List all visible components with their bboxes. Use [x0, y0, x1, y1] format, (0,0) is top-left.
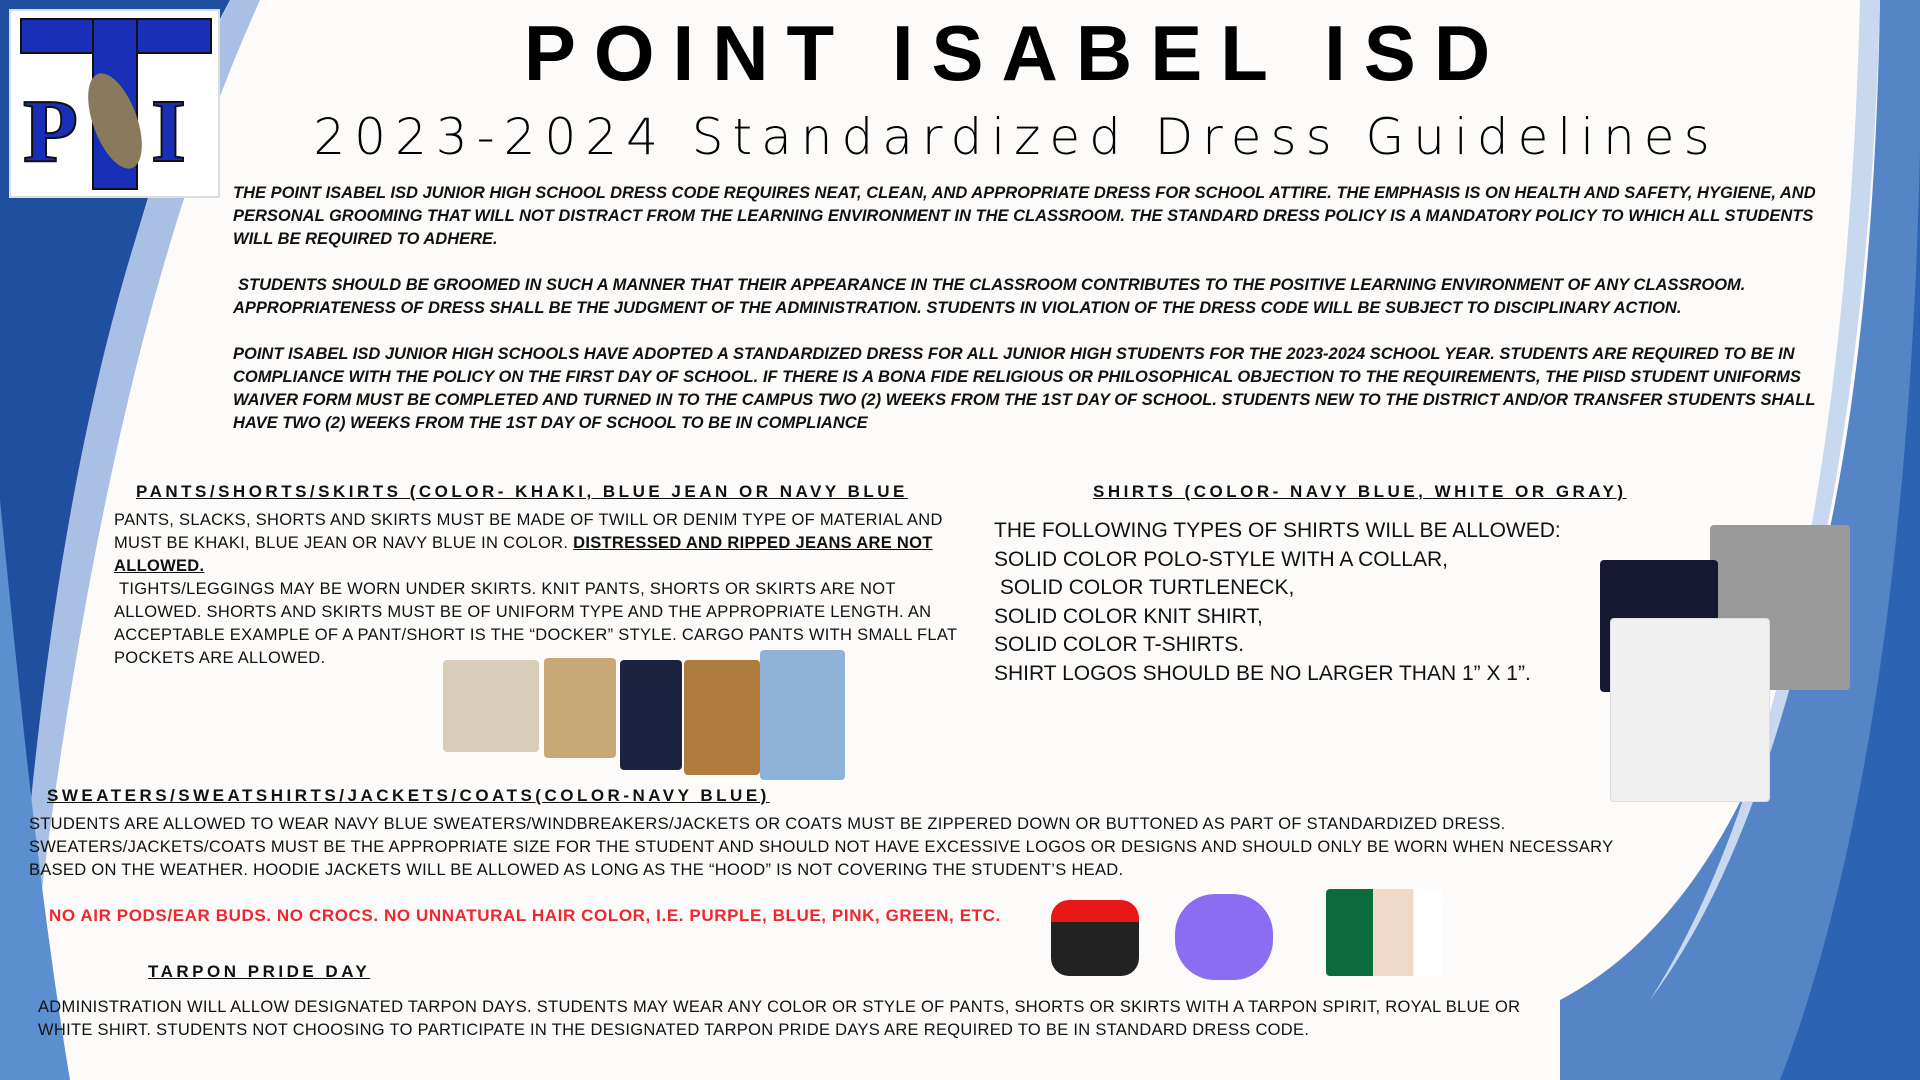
intro-paragraph: POINT ISABEL ISD JUNIOR HIGH SCHOOLS HAVE ADOPTED A STANDARDIZED DRESS FOR ALL JUNIOR HIGH STUDENTS FOR THE 2023-2024 SCHOOL YEAR. STUDENTS ARE REQUIRED TO BE IN COMPLIANCE WITH THE POLICY ON THE FIRST DAY OF SCHOOL. IF THERE IS A BONA FIDE RELIGIOUS OR PHILOSOPHICAL OBJECTION TO THE REQUIREMENTS, THE PIISD STUDENT UNIFORMS WAIVER FORM MUST BE COMPLETED AND TURNED IN TO THE CAMPUS TWO (2) WEEKS FROM THE 1ST DAY OF SCHOOL. STUDENTS NEW TO THE DISTRICT AND/OR TRANSFER STUDENTS SHALL HAVE TWO (2) WEEKS FROM THE 1ST DAY OF SCHOOL TO BE IN COMPLIANCE	[233, 345, 1816, 432]
svg-text:I: I	[151, 82, 187, 181]
svg-text:P: P	[23, 82, 78, 181]
pants-emphasis: DISTRESSED AND RIPPED JEANS ARE NOT ALLOWED.	[114, 534, 933, 575]
pants-text	[114, 509, 964, 670]
blue-jeans-image	[760, 650, 845, 780]
earbuds-image	[1051, 900, 1139, 976]
crocs-image	[1175, 894, 1273, 980]
intro-paragraph: THE POINT ISABEL ISD JUNIOR HIGH SCHOOL DRESS CODE REQUIRES NEAT, CLEAN, AND APPROPRIATE DRESS FOR SCHOOL ATTIRE. THE EMPHASIS IS ON HEALTH AND SAFETY, HYGIENE, AND PERSONAL GROOMING THAT WILL NOT DISTRACT FROM THE LEARNING ENVIRONMENT IN THE CLASSROOM. THE STANDARD DRESS POLICY IS A MANDATORY POLICY TO WHICH ALL STUDENTS WILL BE REQUIRED TO ADHERE.	[233, 184, 1816, 248]
white-polo-image	[1610, 618, 1770, 802]
green-hair-image	[1326, 889, 1443, 976]
sweaters-text: STUDENTS ARE ALLOWED TO WEAR NAVY BLUE SWEATERS/WINDBREAKERS/JACKETS OR COATS MUST BE ZIPPERED DOWN OR BUTTONED AS PART OF STANDARDIZED DRESS. SWEATERS/JACKETS/COATS MUST BE THE APPROPRIATE SIZE FOR THE STUDENT AND SHOULD NOT HAVE EXCESSIVE LOGOS OR DESIGNS AND SHOULD ONLY BE WORN WHEN NECESSARY BASED ON THE WEATHER. HOODIE JACKETS WILL BE ALLOWED AS LONG AS THE “HOOD” IS NOT COVERING THE STUDENT’S HEAD.	[29, 815, 1614, 879]
shirts-line: SHIRT LOGOS SHOULD BE NO LARGER THAN 1” X 1”.	[994, 661, 1531, 685]
shirts-heading: SHIRTS (COLOR- NAVY BLUE, WHITE OR GRAY)	[1093, 482, 1627, 501]
shirts-line: SOLID COLOR TURTLENECK,	[994, 576, 1295, 599]
shirts-line: THE FOLLOWING TYPES OF SHIRTS WILL BE ALLOWED:	[994, 519, 1561, 542]
page-title: POINT ISABEL ISD	[523, 9, 1509, 97]
page-subtitle: 2023-2024 Standardized Dress Guidelines	[313, 108, 1719, 166]
navy-pants-image	[620, 660, 682, 770]
intro-paragraph: STUDENTS SHOULD BE GROOMED IN SUCH A MANNER THAT THEIR APPEARANCE IN THE CLASSROOM CONTRIBUTES TO THE POSITIVE LEARNING ENVIRONMENT OF ANY CLASSROOM. APPROPRIATENESS OF DRESS SHALL BE THE JUDGMENT OF THE ADMINISTRATION. STUDENTS IN VIOLATION OF THE DRESS CODE WILL BE SUBJECT TO DISCIPLINARY ACTION.	[233, 276, 1746, 317]
khaki-pants-image	[684, 660, 760, 775]
tarpon-text: ADMINISTRATION WILL ALLOW DESIGNATED TARPON DAYS. STUDENTS MAY WEAR ANY COLOR OR STYLE OF PANTS, SHORTS OR SKIRTS WITH A TARPON SPIRIT, ROYAL BLUE OR WHITE SHIRT. STUDENTS NOT CHOOSING TO PARTICIPATE IN THE DESIGNATED TARPON PRIDE DAYS ARE REQUIRED TO BE IN STANDARD DRESS CODE.	[38, 998, 1521, 1039]
shirts-list	[994, 517, 1561, 688]
pants-text-2: TIGHTS/LEGGINGS MAY BE WORN UNDER SKIRTS. KNIT PANTS, SHORTS OR SKIRTS ARE NOT ALLOWED. SHORTS AND SKIRTS MUST BE OF UNIFORM TYPE AND THE APPROPRIATE LENGTH. AN ACCEPTABLE EXAMPLE OF A PANT/SHORT IS THE “DOCKER” STYLE. CARGO PANTS WITH SMALL FLAT POCKETS ARE ALLOWED.	[114, 580, 958, 667]
tarpon-heading: TARPON PRIDE DAY	[148, 962, 371, 981]
prohibited-items-notice: NO AIR PODS/EAR BUDS. NO CROCS. NO UNNATURAL HAIR COLOR, I.E. PURPLE, BLUE, PINK, GREEN, ETC.	[49, 906, 1001, 925]
khaki-skirt-image	[544, 658, 616, 758]
sweaters-heading: SWEATERS/SWEATSHIRTS/JACKETS/COATS(COLOR-NAVY BLUE)	[47, 786, 770, 805]
pants-heading: PANTS/SHORTS/SKIRTS (COLOR- KHAKI, BLUE JEAN OR NAVY BLUE	[136, 482, 908, 501]
intro-section	[233, 182, 1843, 458]
shirts-line: SOLID COLOR T-SHIRTS.	[994, 633, 1245, 656]
shirts-line: SOLID COLOR POLO-STYLE WITH A COLLAR,	[994, 547, 1448, 571]
shirts-line: SOLID COLOR KNIT SHIRT,	[994, 604, 1263, 628]
khaki-shorts-image	[443, 660, 539, 752]
pants-text-1: PANTS, SLACKS, SHORTS AND SKIRTS MUST BE MADE OF TWILL OR DENIM TYPE OF MATERIAL AND MUST BE KHAKI, BLUE JEAN OR NAVY BLUE IN COLOR.	[114, 511, 943, 552]
